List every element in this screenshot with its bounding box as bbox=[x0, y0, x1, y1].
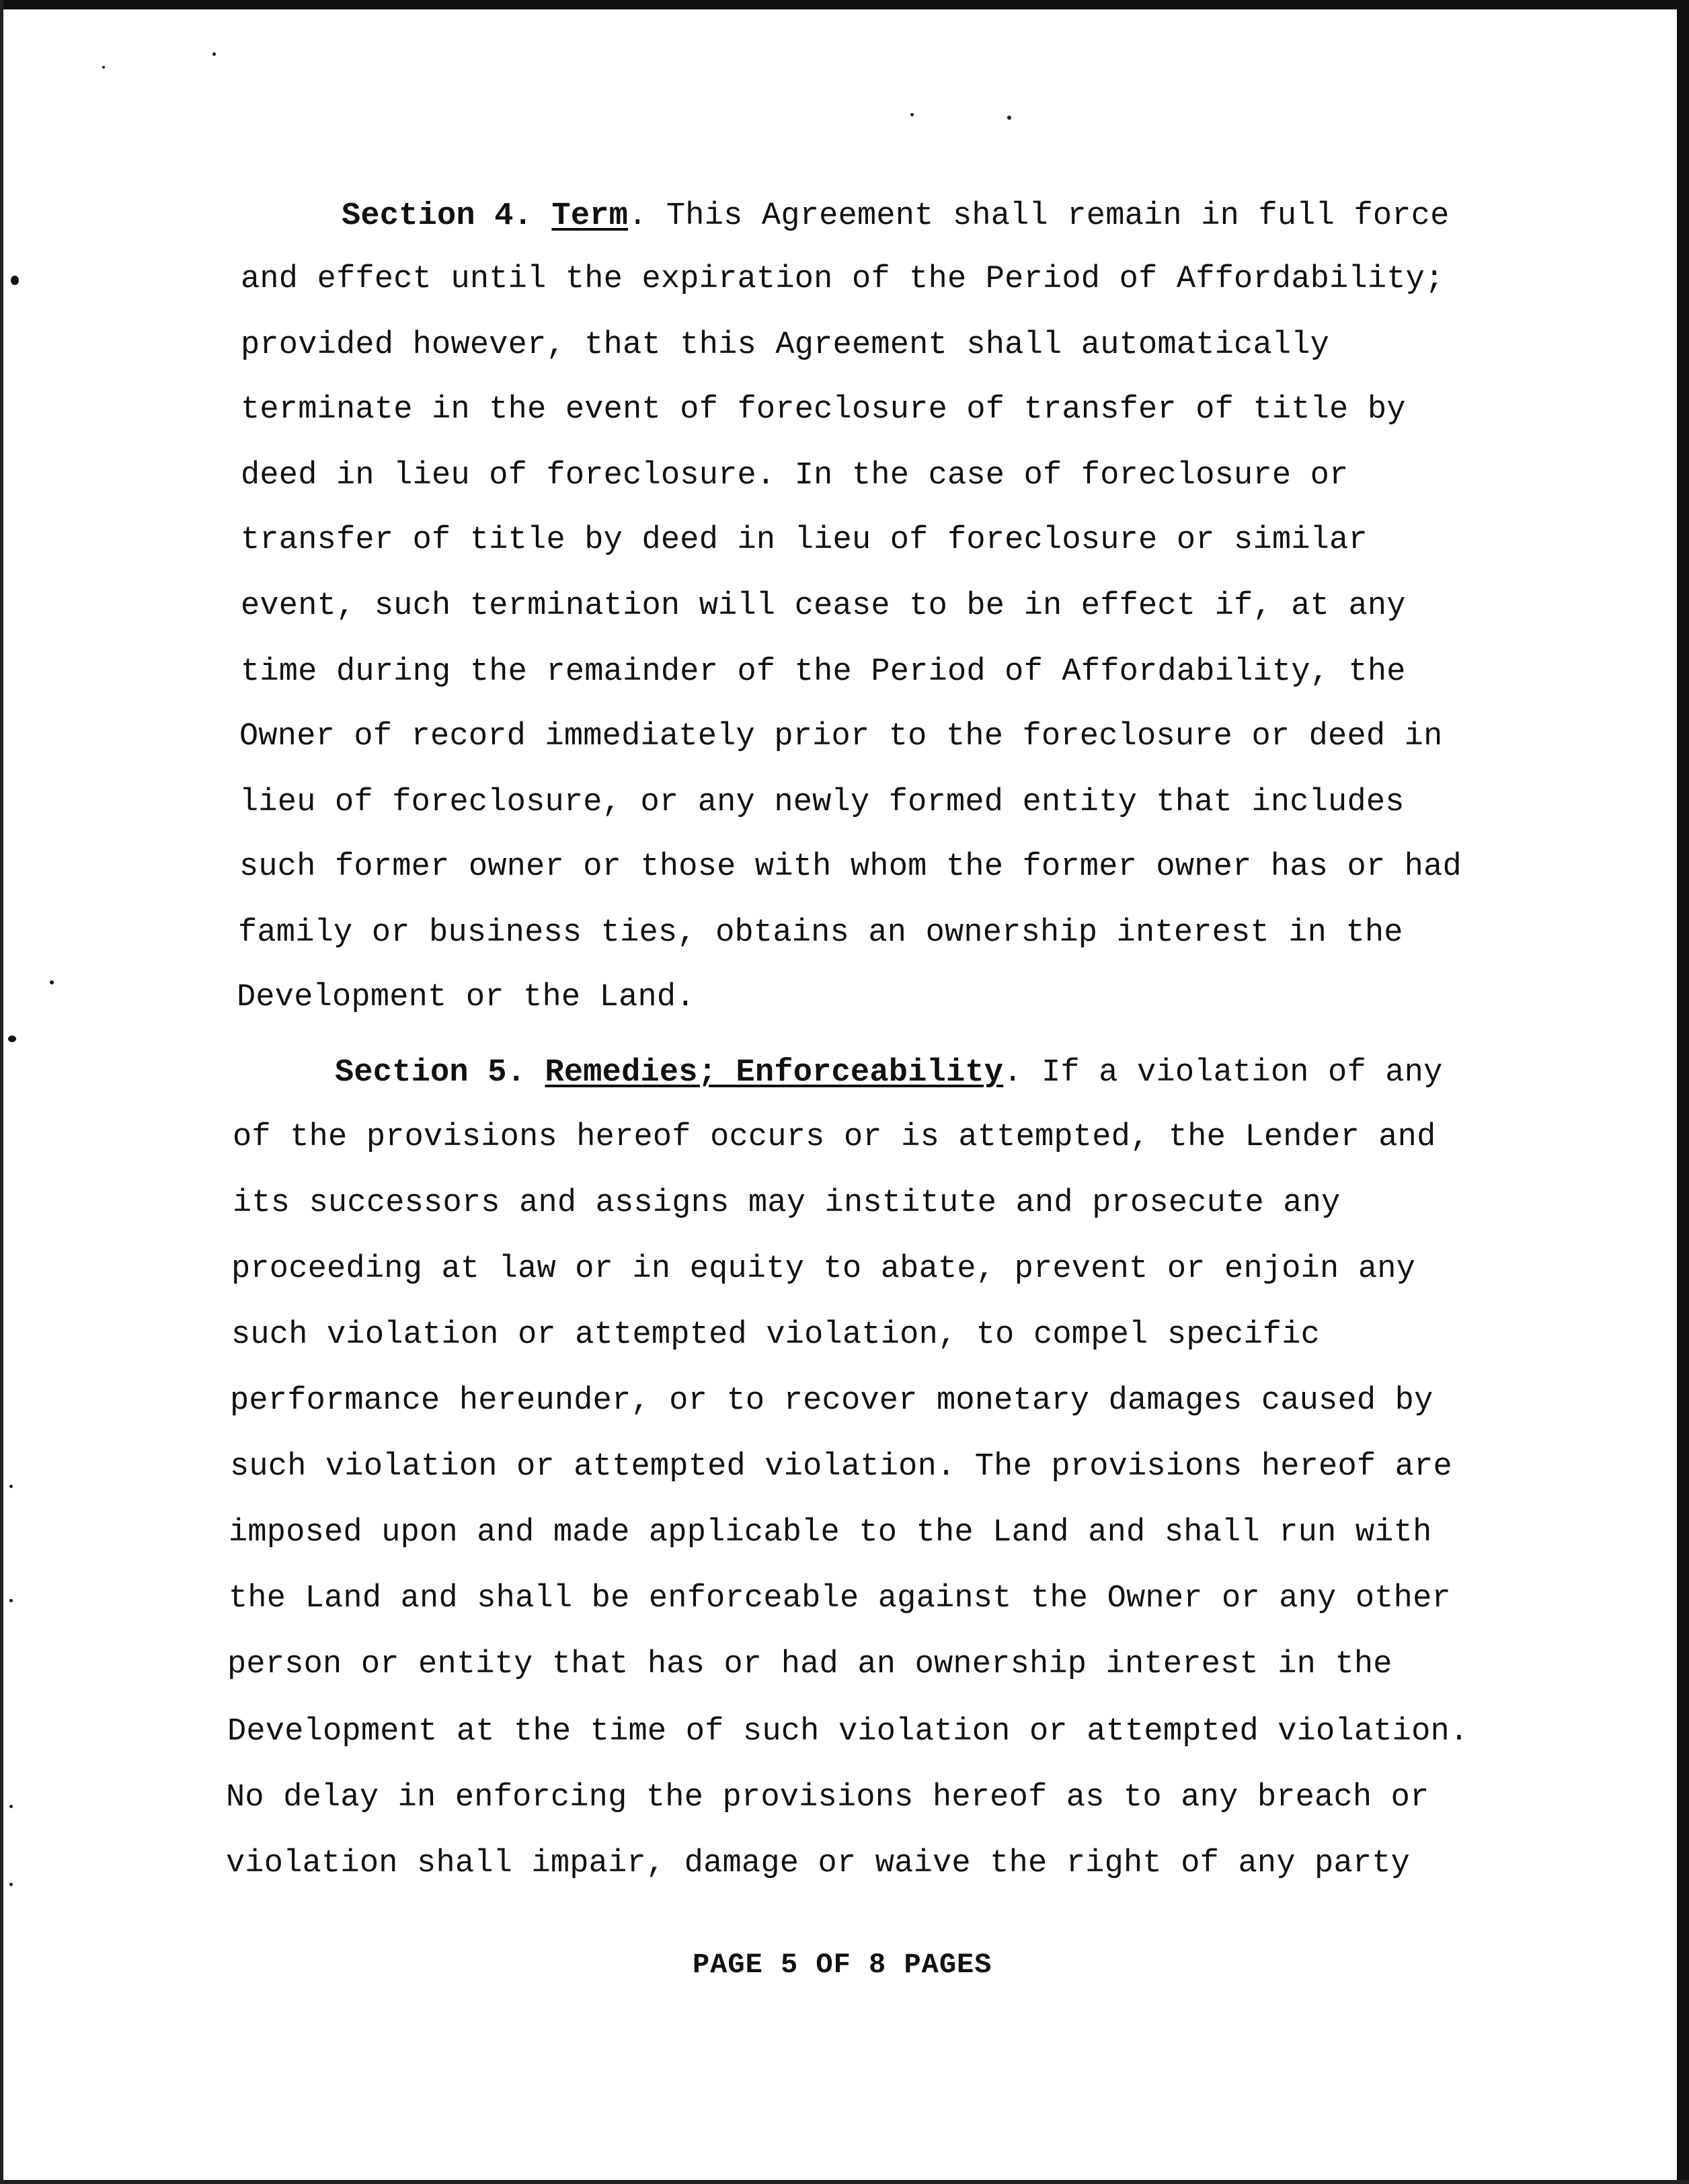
section4-line: event, such termination will cease to be in effect if, at any bbox=[241, 588, 1406, 624]
section4-line: and effect until the expiration of the Period of Affordability; bbox=[241, 262, 1444, 297]
section5-line: violation shall impair, damage or waive the right of any party bbox=[226, 1846, 1411, 1881]
section4-line: lieu of foreclosure, or any newly formed entity that includes bbox=[239, 785, 1405, 820]
section4-text: . This Agreement shall remain in full force bbox=[628, 198, 1450, 234]
section5-text: . If a violation of any bbox=[1003, 1055, 1443, 1091]
scan-speck bbox=[50, 980, 54, 984]
section4-line: transfer of title by deed in lieu of foreclosure or similar bbox=[241, 522, 1368, 558]
scan-speck bbox=[9, 1599, 13, 1602]
section4-line: Owner of record immediately prior to the foreclosure or deed in bbox=[239, 719, 1443, 754]
scan-speck bbox=[11, 276, 19, 285]
section5-heading: Section 5. bbox=[335, 1055, 526, 1091]
section4-line: family or business ties, obtains an ownership interest in the bbox=[238, 915, 1403, 951]
section4-line: such former owner or those with whom the former owner has or had bbox=[239, 849, 1462, 885]
scan-speck bbox=[8, 1036, 16, 1042]
scan-speck bbox=[102, 66, 105, 69]
scan-speck bbox=[9, 1805, 13, 1808]
scan-edge-bottom bbox=[0, 2180, 1689, 2184]
section5-line: proceeding at law or in equity to abate, prevent or enjoin any bbox=[231, 1251, 1416, 1287]
section5-line: performance hereunder, or to recover monetary damages caused by bbox=[230, 1383, 1433, 1419]
section5-title: Remedies; Enforceability bbox=[545, 1055, 1004, 1091]
section5-line: its successors and assigns may institute and prosecute any bbox=[233, 1185, 1341, 1221]
scan-speck bbox=[1007, 116, 1011, 120]
section4-line: provided however, that this Agreement shall automatically bbox=[241, 327, 1330, 363]
section5-line: imposed upon and made applicable to the Land and shall run with bbox=[229, 1515, 1432, 1551]
section5-line: Development at the time of such violation or attempted violation. bbox=[227, 1714, 1469, 1750]
page-number-footer: PAGE 5 OF 8 PAGES bbox=[693, 1949, 992, 1981]
scan-speck bbox=[910, 113, 914, 116]
scan-speck bbox=[9, 1883, 13, 1886]
section4-heading: Section 4. bbox=[342, 198, 533, 234]
section5-line-1 bbox=[335, 1053, 1442, 1093]
scan-speck bbox=[9, 1485, 13, 1488]
scan-edge-right bbox=[1677, 0, 1689, 2184]
section4-line: terminate in the event of foreclosure of transfer of title by bbox=[241, 392, 1406, 428]
section5-line: the Land and shall be enforceable against the Owner or any other bbox=[229, 1581, 1451, 1616]
scan-speck bbox=[212, 52, 216, 56]
section5-line: such violation or attempted violation, to compel specific bbox=[231, 1317, 1321, 1353]
section5-line: such violation or attempted violation. The provisions hereof are bbox=[230, 1449, 1452, 1485]
section4-line: Development or the Land. bbox=[237, 980, 695, 1015]
section4-line-1 bbox=[342, 196, 1449, 237]
section5-line: of the provisions hereof occurs or is attempted, the Lender and bbox=[233, 1120, 1436, 1155]
section4-line: deed in lieu of foreclosure. In the case of foreclosure or bbox=[241, 458, 1349, 494]
scan-edge-top bbox=[0, 0, 1689, 9]
section4-title: Term bbox=[551, 198, 629, 234]
section5-line: No delay in enforcing the provisions hereof as to any breach or bbox=[226, 1780, 1429, 1816]
section5-line: person or entity that has or had an ownership interest in the bbox=[227, 1647, 1392, 1682]
scan-edge-left bbox=[0, 0, 3, 2184]
section4-line: time during the remainder of the Period of Affordability, the bbox=[241, 654, 1406, 690]
